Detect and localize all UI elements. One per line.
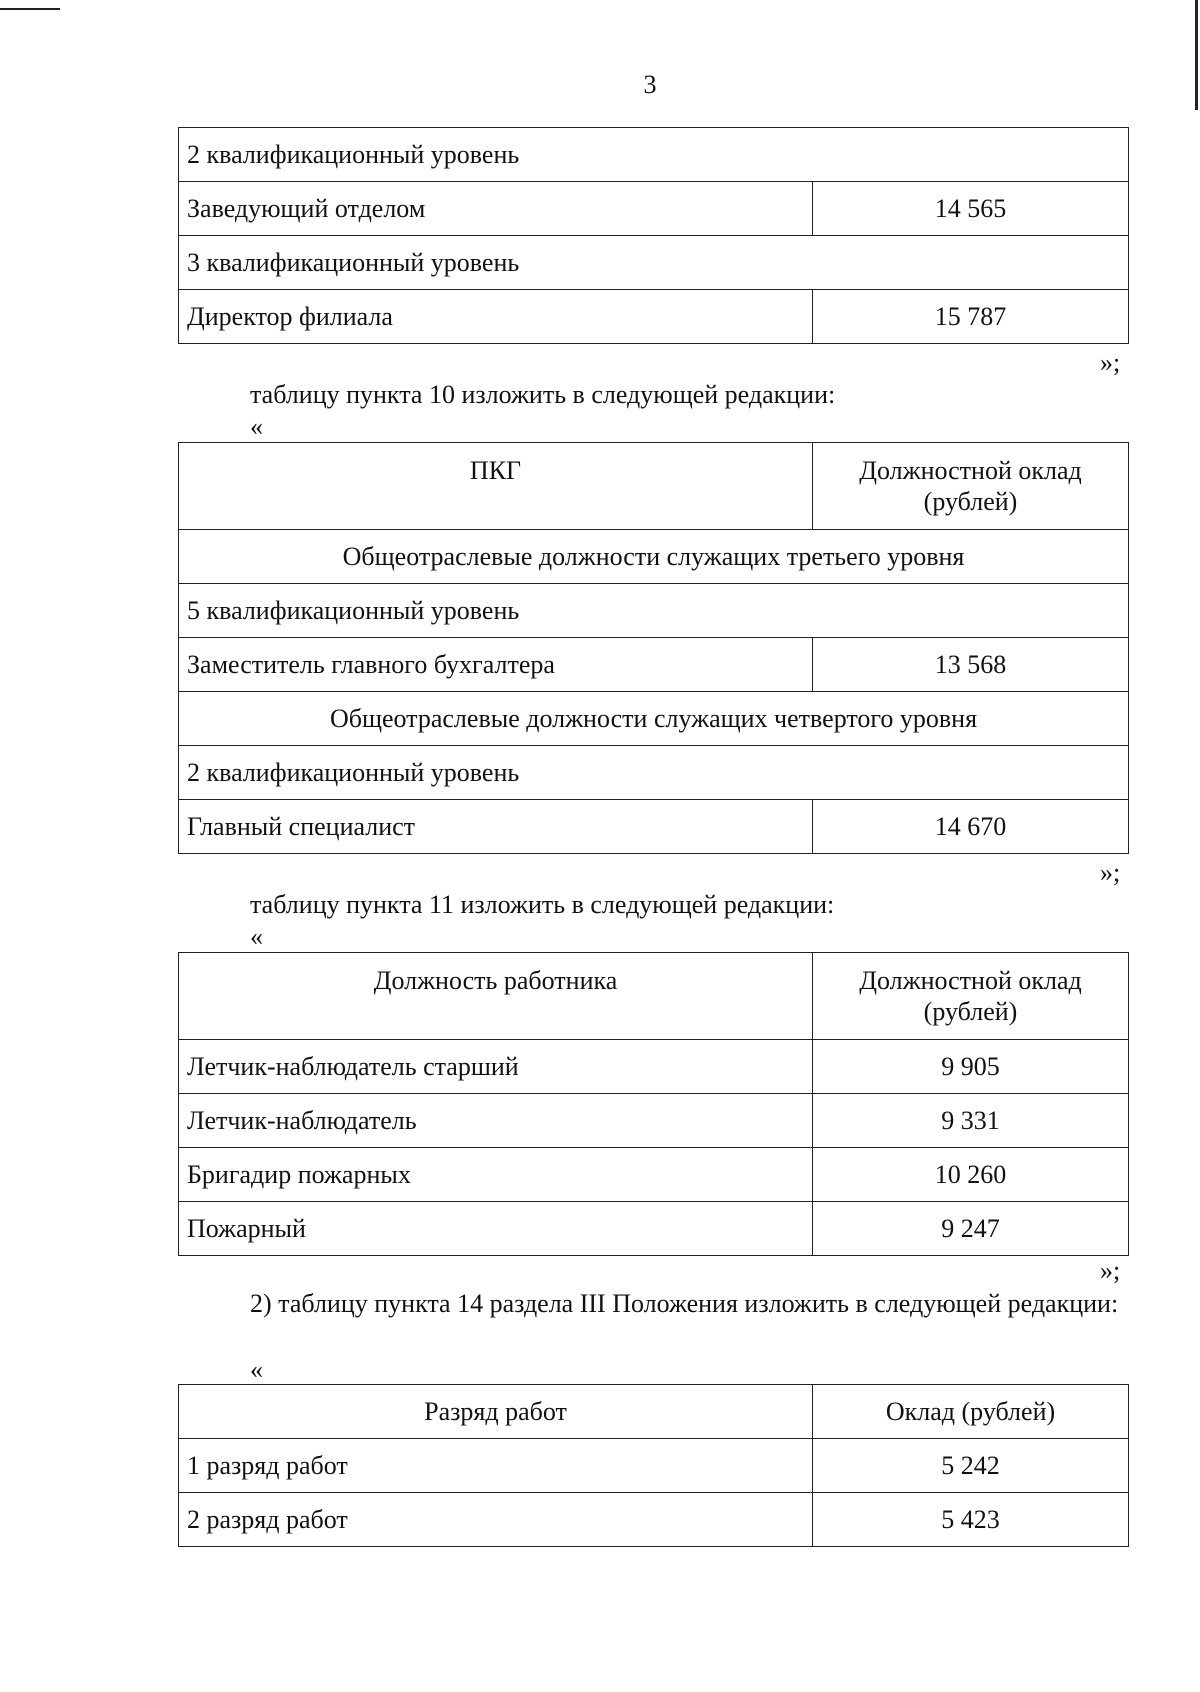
table-worker-salaries — [178, 952, 1129, 1256]
salary-cell: 15 787 — [813, 290, 1129, 344]
table-row — [179, 1094, 1129, 1148]
instruction-paragraph-11: таблицу пункта 11 изложить в следующей редакции: — [250, 890, 835, 919]
table-row — [179, 1202, 1129, 1256]
table-row — [179, 1493, 1129, 1547]
position-cell: Заместитель главного бухгалтера — [179, 638, 813, 692]
table-row — [179, 1439, 1129, 1493]
header-cell-salary: Должностной оклад (рублей) — [813, 443, 1129, 530]
salary-cell: 5 242 — [813, 1439, 1129, 1493]
salary-cell: 9 247 — [813, 1202, 1129, 1256]
header-cell-grade: Разряд работ — [179, 1385, 813, 1439]
table-row — [179, 182, 1129, 236]
section-cell: Общеотраслевые должности служащих третьего уровня — [179, 530, 1129, 584]
table-work-grades — [178, 1384, 1129, 1547]
qualification-level-cell: 2 квалификационный уровень — [179, 746, 1129, 800]
position-cell: Летчик-наблюдатель — [179, 1094, 813, 1148]
position-cell: Пожарный — [179, 1202, 813, 1256]
table-row — [179, 1040, 1129, 1094]
header-cell-salary: Оклад (рублей) — [813, 1385, 1129, 1439]
instruction-paragraph-14: 2) таблицу пункта 14 раздела III Положения изложить в следующей редакции: — [250, 1289, 1119, 1318]
table-row — [179, 236, 1129, 290]
header-cell-salary: Должностной оклад (рублей) — [813, 953, 1129, 1040]
scan-edge-mark-top — [0, 8, 60, 10]
salary-cell: 14 670 — [813, 800, 1129, 854]
grade-cell: 1 разряд работ — [179, 1439, 813, 1493]
opening-quote: « — [250, 922, 263, 951]
table-row — [179, 290, 1129, 344]
salary-cell: 10 260 — [813, 1148, 1129, 1202]
salary-cell: 9 331 — [813, 1094, 1129, 1148]
closing-quote: »; — [1100, 348, 1121, 377]
closing-quote: »; — [1100, 858, 1121, 887]
closing-quote: »; — [1100, 1256, 1121, 1285]
table-row — [179, 128, 1129, 182]
opening-quote: « — [250, 412, 263, 441]
section-cell: Общеотраслевые должности служащих четвертого уровня — [179, 692, 1129, 746]
table-row — [179, 746, 1129, 800]
opening-quote: « — [250, 1355, 263, 1384]
instruction-paragraph-10: таблицу пункта 10 изложить в следующей редакции: — [250, 380, 836, 409]
table-header-row — [179, 443, 1129, 530]
position-cell: Главный специалист — [179, 800, 813, 854]
qualification-level-cell: 2 квалификационный уровень — [179, 128, 1129, 182]
table-row — [179, 638, 1129, 692]
table-row — [179, 584, 1129, 638]
grade-cell: 2 разряд работ — [179, 1493, 813, 1547]
table-pkg-salaries — [178, 442, 1129, 854]
header-cell-pkg: ПКГ — [179, 443, 813, 530]
table-row — [179, 800, 1129, 854]
page-number: 3 — [643, 70, 657, 99]
position-cell: Заведующий отделом — [179, 182, 813, 236]
position-cell: Летчик-наблюдатель старший — [179, 1040, 813, 1094]
position-cell: Бригадир пожарных — [179, 1148, 813, 1202]
salary-cell: 14 565 — [813, 182, 1129, 236]
qualification-level-cell: 5 квалификационный уровень — [179, 584, 1129, 638]
table-row — [179, 530, 1129, 584]
table-row — [179, 692, 1129, 746]
table-header-row — [179, 1385, 1129, 1439]
header-cell-position: Должность работника — [179, 953, 813, 1040]
salary-cell: 13 568 — [813, 638, 1129, 692]
position-cell: Директор филиала — [179, 290, 813, 344]
qualification-level-cell: 3 квалификационный уровень — [179, 236, 1129, 290]
table-row — [179, 1148, 1129, 1202]
table-continuation — [178, 127, 1129, 344]
salary-cell: 9 905 — [813, 1040, 1129, 1094]
salary-cell: 5 423 — [813, 1493, 1129, 1547]
table-header-row — [179, 953, 1129, 1040]
